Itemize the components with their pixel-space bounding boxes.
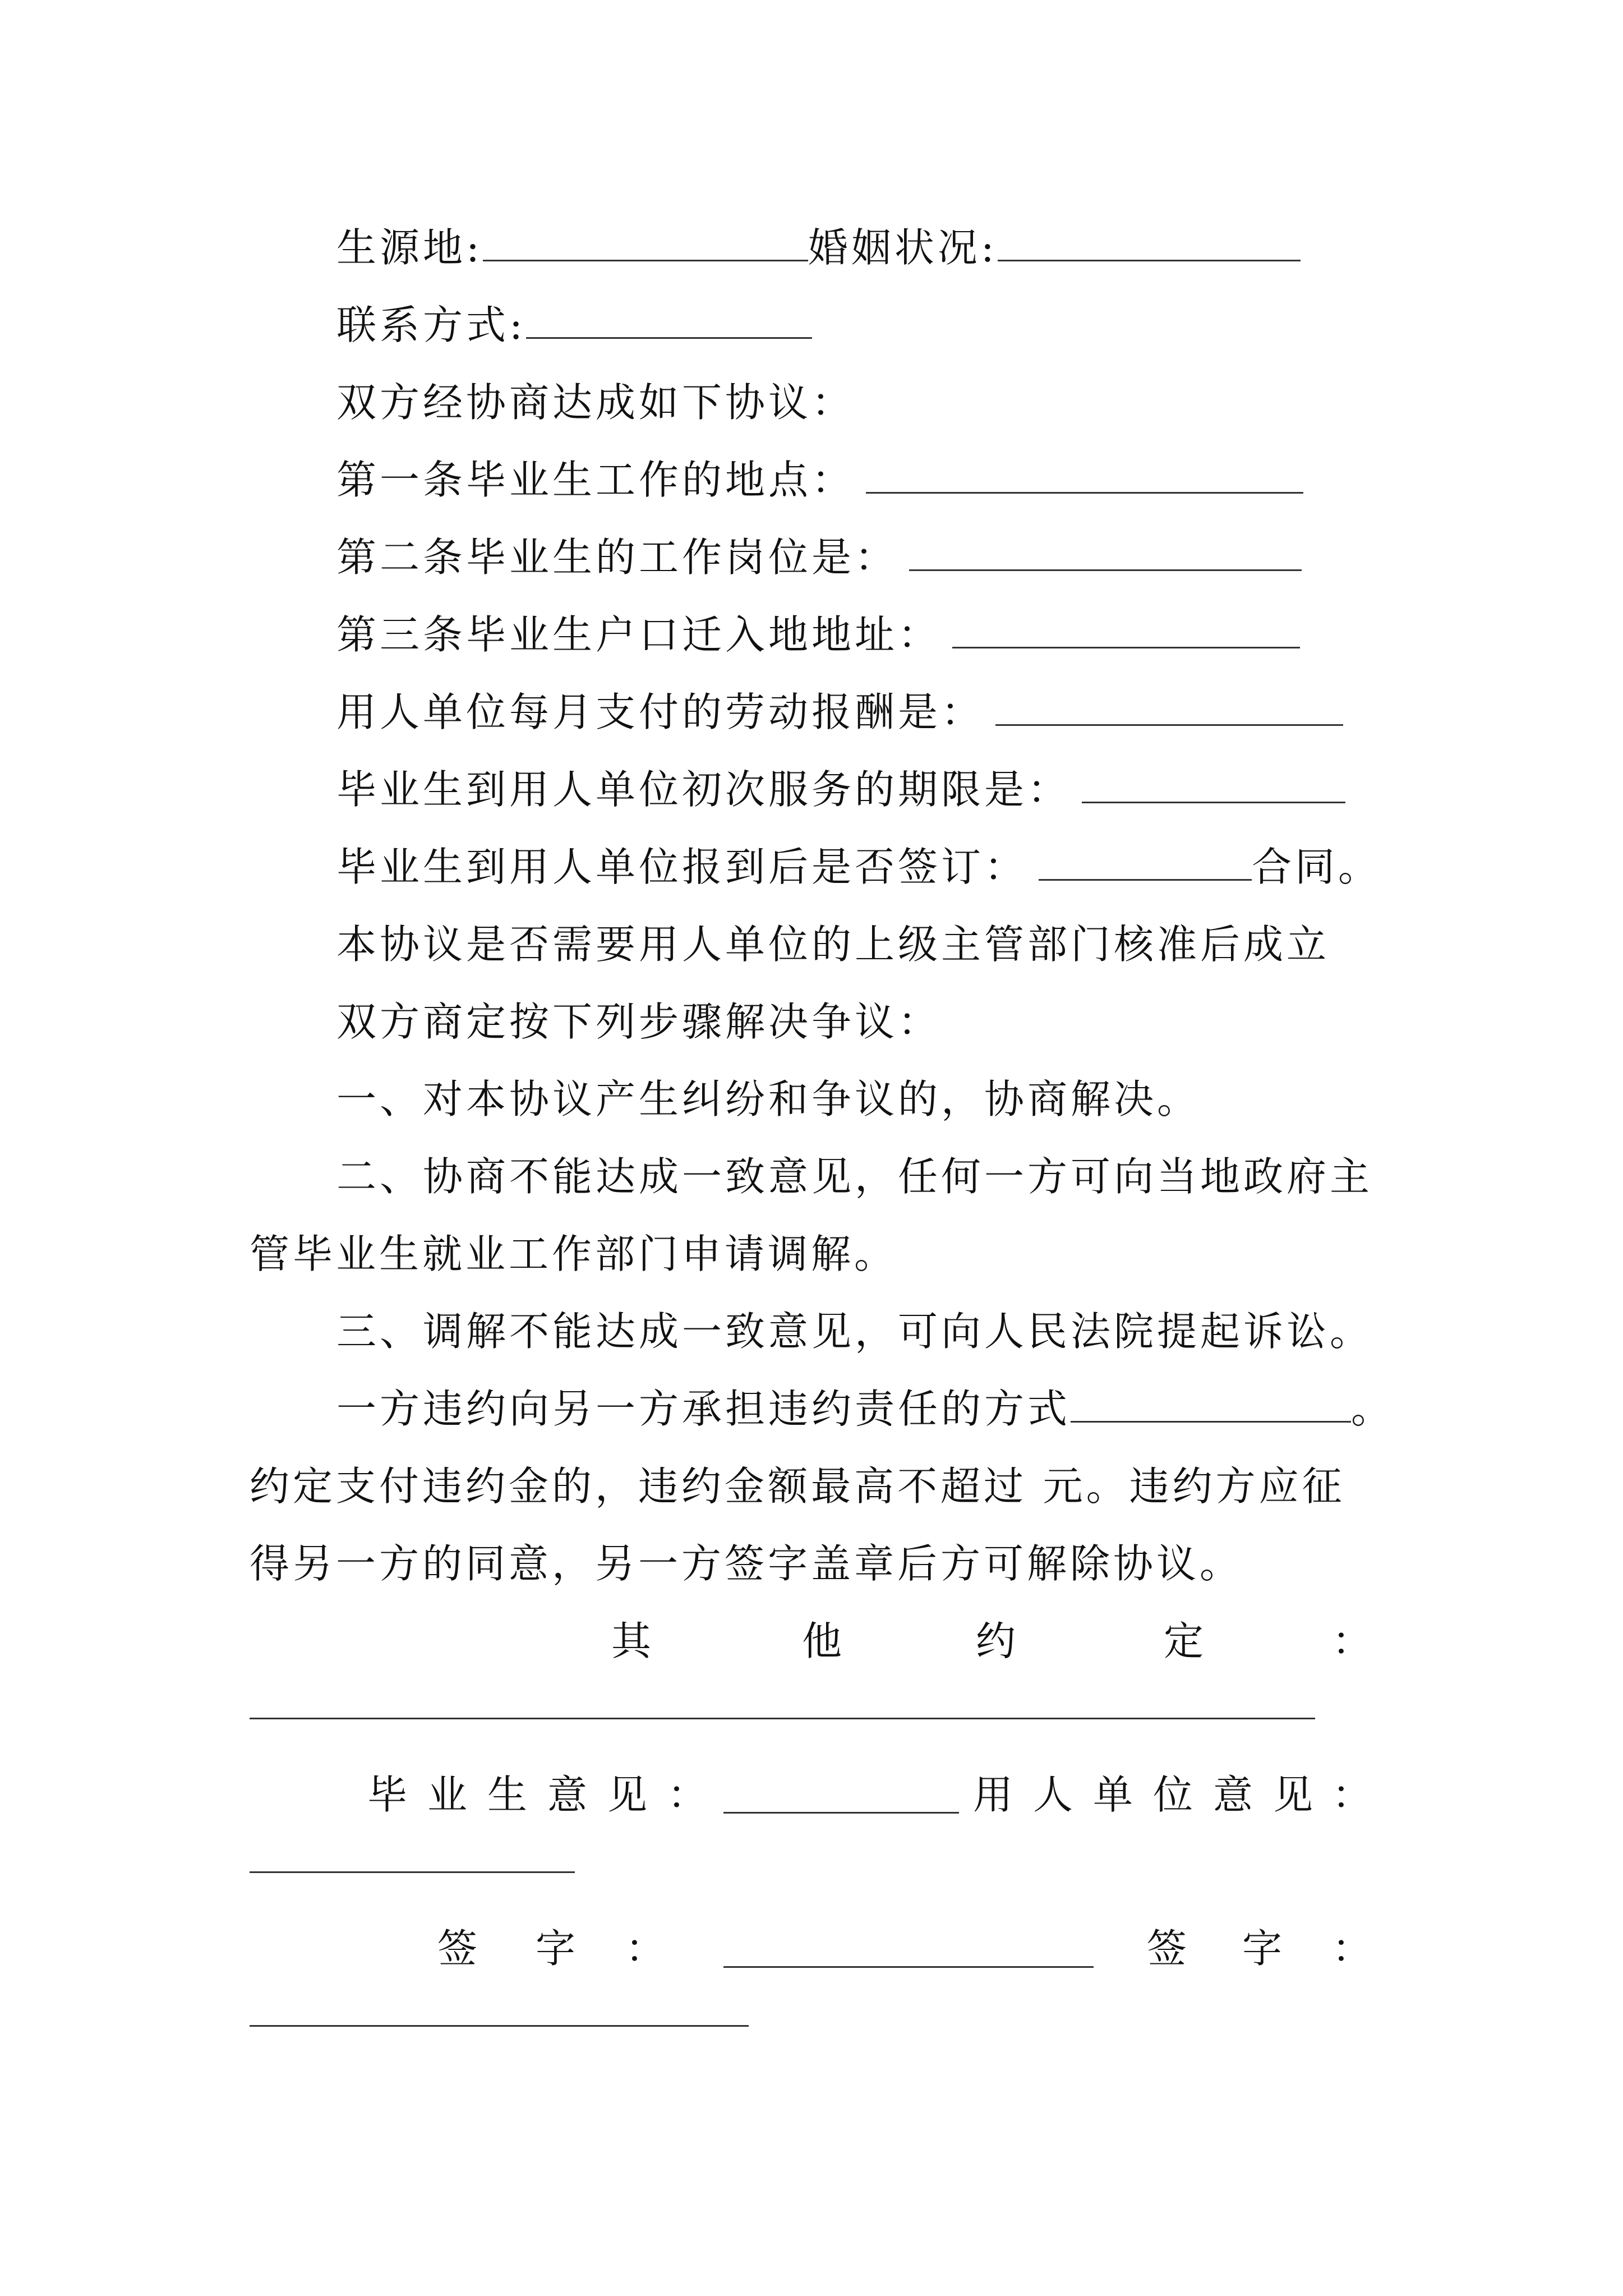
graduate-opinion-field[interactable]: [723, 1812, 959, 1814]
contract-suffix: 合同。: [1252, 844, 1382, 890]
dispute-step-2b: 管毕业生就业工作部门申请调解。: [250, 1231, 898, 1277]
graduate-opinion-char-5: 见: [607, 1772, 648, 1818]
employer-opinion-char-3: 单: [1093, 1772, 1133, 1818]
penalty-line-a: 约定支付违约金的，违约金额最高不超过 元。违约方应征: [250, 1463, 1345, 1510]
graduate-opinion-char-2: 业: [427, 1772, 468, 1818]
job-position-field[interactable]: [909, 535, 1302, 571]
contract-line: [336, 839, 1381, 895]
graduate-sign-colon: ：: [625, 1925, 666, 1972]
signatures-line: [0, 1921, 1623, 1977]
employer-opinion-colon: ：: [1332, 1772, 1372, 1818]
contact-field[interactable]: [526, 302, 812, 339]
service-term-label: 毕业生到用人单位初次服务的期限是：: [336, 766, 1071, 813]
contract-field[interactable]: [1039, 844, 1252, 881]
employer-sign-char-2: 字: [1242, 1925, 1283, 1972]
other-char-1: 其: [611, 1618, 652, 1664]
graduate-opinion-colon: ：: [667, 1772, 708, 1818]
graduate-sign-char-1: 签: [437, 1925, 478, 1972]
breach-label: 一方违约向另一方承担违约责任的方式: [336, 1386, 1071, 1432]
other-char-2: 他: [802, 1618, 842, 1664]
other-terms-field[interactable]: [250, 1718, 1315, 1719]
employer-opinion-char-1: 用: [973, 1772, 1013, 1818]
employer-opinion-char-6: 见: [1273, 1772, 1313, 1818]
contract-label: 毕业生到用人单位报到后是否签订：: [336, 844, 1028, 890]
employer-sign-colon: ：: [1332, 1925, 1372, 1972]
approval-line: 本协议是否需要用人单位的上级主管部门核准后成立: [336, 921, 1330, 968]
other-terms-heading: [0, 1613, 1623, 1669]
penalty-line-b: 得另一方的同意，另一方签字盖章后方可解除协议。: [250, 1540, 1243, 1587]
service-term-field[interactable]: [1082, 767, 1345, 803]
agreement-intro: 双方经协商达成如下协议：: [336, 379, 855, 426]
contact-line: [336, 297, 812, 353]
article-3-line: [336, 607, 1300, 663]
employer-opinion-char-4: 位: [1153, 1772, 1193, 1818]
marital-label: 婚姻状况:: [808, 224, 998, 271]
salary-line: [336, 684, 1343, 740]
hukou-address-field[interactable]: [952, 612, 1300, 648]
opinions-line: [0, 1767, 1623, 1823]
origin-field[interactable]: [483, 225, 808, 261]
other-colon: ：: [1332, 1618, 1372, 1664]
article-2-line: [336, 530, 1302, 586]
employer-sign-char-1: 签: [1147, 1925, 1187, 1972]
other-char-4: 定: [1164, 1618, 1204, 1664]
employer-signature-field[interactable]: [250, 2025, 749, 2027]
article-2-label: 第二条毕业生的工作岗位是：: [336, 534, 898, 581]
article-3-label: 第三条毕业生户口迁入地地址：: [336, 611, 942, 658]
origin-label: 生源地:: [336, 224, 483, 271]
article-1-label: 第一条毕业生工作的地点：: [336, 457, 855, 503]
graduate-sign-char-2: 字: [536, 1925, 576, 1972]
salary-label: 用人单位每月支付的劳动报酬是：: [336, 689, 985, 735]
dispute-step-2a: 二、协商不能达成一致意见，任何一方可向当地政府主: [336, 1153, 1373, 1200]
employer-opinion-field[interactable]: [250, 1871, 575, 1873]
contact-label: 联系方式:: [336, 302, 526, 348]
article-1-line: [336, 452, 1303, 508]
graduate-opinion-char-3: 生: [487, 1772, 528, 1818]
work-location-field[interactable]: [866, 457, 1303, 494]
employer-opinion-char-5: 意: [1213, 1772, 1253, 1818]
salary-field[interactable]: [995, 689, 1343, 726]
employer-opinion-char-2: 人: [1033, 1772, 1073, 1818]
breach-end: 。: [1351, 1386, 1395, 1432]
graduate-opinion-char-4: 意: [547, 1772, 588, 1818]
origin-marital-line: [336, 220, 1301, 276]
marital-field[interactable]: [998, 225, 1301, 261]
breach-method-field[interactable]: [1071, 1386, 1351, 1423]
graduate-opinion-char-1: 毕: [367, 1772, 408, 1818]
other-char-3: 约: [976, 1618, 1016, 1664]
graduate-signature-field[interactable]: [723, 1966, 1094, 1968]
service-term-line: [336, 762, 1345, 818]
dispute-step-1: 一、对本协议产生纠纷和争议的，协商解决。: [336, 1076, 1201, 1122]
breach-line: [336, 1381, 1394, 1437]
dispute-step-3: 三、调解不能达成一致意见，可向人民法院提起诉讼。: [336, 1308, 1373, 1355]
dispute-intro: 双方商定按下列步骤解决争议：: [336, 999, 942, 1045]
